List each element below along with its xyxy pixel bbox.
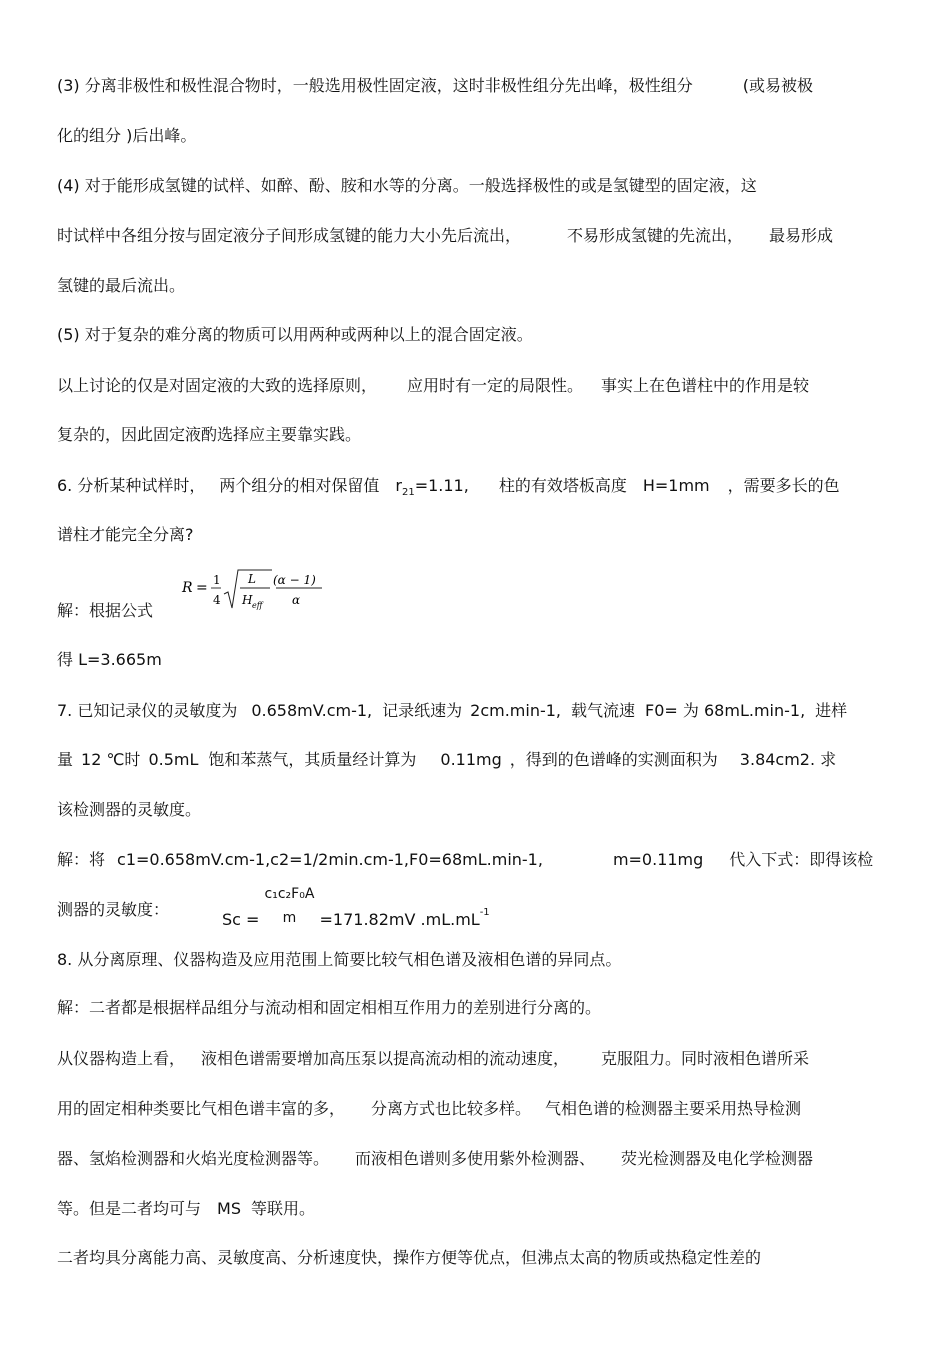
text: 应用时有一定的局限性。 [407,376,584,395]
formula-superscript: -1 [479,906,490,918]
text: 测器的灵敏度： [57,900,170,919]
text: 而液相色谱则多使用紫外检测器、 [355,1149,596,1168]
text: (3) 分离非极性和极性混合物时，一般选用极性固定液，这时非极性组分先出峰，极性组分 [57,76,693,95]
resolution-formula [180,566,330,616]
text: (或易被极 [742,76,814,95]
formula-eff: eff [252,601,263,610]
line [57,376,893,396]
text: 复杂的，因此固定液酌选择应主要靠实践。 [57,425,362,444]
text: 二者均具分离能力高、灵敏度高、分析速度快，操作方便等优点，但沸点太高的物质或热稳定性差的 [57,1248,762,1267]
line [57,425,893,445]
text: 解：根据公式 [57,601,154,620]
text: m=0.11mg [612,850,704,869]
formula-H: H [242,593,253,607]
text: 两个组分的相对保留值 [219,476,380,495]
text: (4) 对于能形成氢键的试样、如醉、酚、胺和水等的分离。一般选择极性的或是氢键型的固定液，这 [57,176,757,195]
solution-8 [57,998,893,1018]
text: 以上讨论的仅是对固定液的大致的选择原则， [57,376,378,395]
text: 克服阻力。同时液相色谱所采 [601,1049,810,1068]
line [57,800,893,820]
text: H=1mm [642,476,710,495]
text: 0.5mL [148,750,199,769]
fraction-denominator: m [282,910,297,926]
text: 柱的有效塔板高度 [498,476,627,495]
text: 事实上在色谱柱中的作用是较 [601,376,810,395]
text: 2cm.min-1, [470,701,562,720]
line [57,276,893,296]
line [57,1199,893,1219]
line-3-item [57,76,893,96]
text: =1.11, [414,476,469,495]
text: 分离方式也比较多样。 [371,1099,532,1118]
text: 0.11mg [440,750,502,769]
text: 最易形成 [769,226,834,245]
text: 得 L=3.665m [57,650,162,669]
formula-alpha-den: α [292,593,301,607]
text: F0= 为 68mL.min-1, [645,701,806,720]
question-8 [57,950,893,970]
subscript: 21 [401,487,415,498]
text: MS [217,1199,241,1218]
text: 从仪器构造上看， [57,1049,186,1068]
text: 时试样中各组分按与固定液分子间形成氢键的能力大小先后流出， [57,226,522,245]
text: 液相色谱需要增加高压泵以提高流动相的流动速度， [201,1049,570,1068]
text: 进样 [815,701,848,720]
line [57,1049,893,1069]
line [57,226,893,246]
text: 记录纸速为 [382,701,463,720]
text: 化的组分 )后出峰。 [57,126,197,145]
formula-lhs: R [182,580,193,596]
text: 谱柱才能完全分离? [57,525,194,544]
text: 载气流速 [571,701,636,720]
question-6 [57,476,893,499]
text: 解：将 [57,850,106,869]
text: 不易形成氢键的先流出， [567,226,744,245]
formula-lhs: Sc = [222,909,260,929]
text: 器、氢焰检测器和火焰光度检测器等。 [57,1149,330,1168]
line [57,525,893,545]
line-4-item [57,176,893,196]
text: 解：二者都是根据样品组分与流动相和固定相相互作用力的差别进行分离的。 [57,998,602,1017]
formula-four: 4 [213,593,221,607]
text: 氢键的最后流出。 [57,276,186,295]
question-7 [57,701,893,721]
formula-eq: = [196,580,208,596]
text: 8. 从分离原理、仪器构造及应用范围上简要比较气相色谱及液相色谱的异同点。 [57,950,622,969]
formula-rhs: =171.82mV .mL.mL [319,909,480,929]
line [57,126,893,146]
line-5-item [57,325,893,345]
text: ，需要多长的色 [727,476,840,495]
formula-L: L [248,572,256,586]
text: 代入下式：即得该检 [729,850,874,869]
result-line [57,650,893,670]
text: 6. 分析某种试样时， [57,476,206,495]
text: 饱和苯蒸气，其质量经计算为 [208,750,417,769]
text: 0.658mV.cm-1, [251,701,373,720]
fraction-numerator: c₁c₂F₀A [264,886,315,902]
formula-alpha-num: (α − 1) [273,573,316,587]
line [57,1099,893,1119]
text: 等。但是二者均可与 [57,1199,202,1218]
text: 气相色谱的检测器主要采用热导检测 [545,1099,802,1118]
text: 12 ℃时 [81,750,141,769]
text: 3.84cm2. 求 [739,750,837,769]
line [57,1248,893,1268]
text: r [395,476,402,495]
line [57,750,893,770]
line [57,1149,893,1169]
formula-one: 1 [213,573,221,587]
fraction [265,886,315,926]
text: 7. 已知记录仪的灵敏度为 [57,701,238,720]
text: ，得到的色谱峰的实测面积为 [509,750,718,769]
text: (5) 对于复杂的难分离的物质可以用两种或两种以上的混合固定液。 [57,325,533,344]
text: c1=0.658mV.cm-1,c2=1/2min.cm-1,F0=68mL.min-1, [117,850,543,869]
text: 用的固定相种类要比气相色谱丰富的多， [57,1099,346,1118]
text: 量 [57,750,74,769]
text: 该检测器的灵敏度。 [57,800,202,819]
solution-7 [57,850,893,870]
sensitivity-formula [222,882,490,929]
text: 荧光检测器及电化学检测器 [621,1149,814,1168]
text: 等联用。 [250,1199,315,1218]
